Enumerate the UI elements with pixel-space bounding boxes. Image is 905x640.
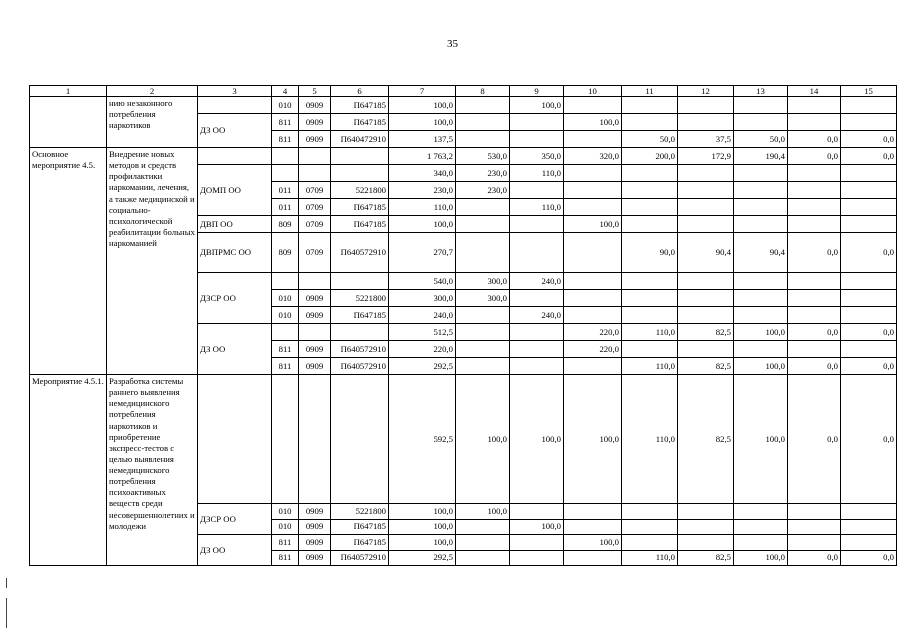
- value-cell: 0,0: [788, 233, 841, 273]
- target-code-cell: 5221800: [331, 290, 389, 307]
- column-number: 12: [678, 86, 734, 97]
- table-row: [30, 97, 897, 114]
- value-cell: 100,0: [389, 97, 456, 114]
- column-number: 10: [564, 86, 622, 97]
- value-cell: [678, 165, 734, 182]
- section-cell: 0909: [299, 504, 331, 520]
- value-cell: 110,0: [510, 199, 564, 216]
- value-cell: [510, 131, 564, 148]
- description-cell: Внедрение новых методов и средств профилактики наркомании, лечения, а также медицинской и социально-психологической реабилитации больных наркоманией: [107, 148, 198, 375]
- value-cell: 82,5: [678, 375, 734, 504]
- value-cell: 82,5: [678, 358, 734, 375]
- column-number: 2: [107, 86, 198, 97]
- code-cell: [272, 273, 299, 290]
- value-cell: [788, 182, 841, 199]
- scan-edge-mark: [6, 598, 7, 628]
- value-cell: 540,0: [389, 273, 456, 290]
- value-cell: [456, 131, 510, 148]
- value-cell: 100,0: [734, 324, 788, 341]
- department-cell: ДЗ ОО: [198, 535, 272, 566]
- value-cell: 240,0: [389, 307, 456, 324]
- value-cell: [734, 504, 788, 520]
- value-cell: [734, 273, 788, 290]
- code-cell: [272, 148, 299, 165]
- value-cell: 100,0: [734, 358, 788, 375]
- value-cell: 200,0: [622, 148, 678, 165]
- column-number: 3: [198, 86, 272, 97]
- value-cell: 350,0: [510, 148, 564, 165]
- value-cell: [734, 114, 788, 131]
- value-cell: 90,4: [678, 233, 734, 273]
- target-code-cell: П647185: [331, 307, 389, 324]
- value-cell: [678, 290, 734, 307]
- value-cell: [788, 216, 841, 233]
- value-cell: [841, 199, 897, 216]
- value-cell: [788, 114, 841, 131]
- target-code-cell: [331, 273, 389, 290]
- department-cell: [198, 148, 272, 165]
- value-cell: 110,0: [622, 324, 678, 341]
- section-cell: 0709: [299, 199, 331, 216]
- value-cell: 82,5: [678, 324, 734, 341]
- value-cell: [564, 131, 622, 148]
- target-code-cell: 5221800: [331, 504, 389, 520]
- value-cell: [788, 97, 841, 114]
- target-code-cell: П647185: [331, 519, 389, 535]
- value-cell: [734, 165, 788, 182]
- description-cell: Разработка системы раннего выявления немедицинского потребления наркотиков и приобретение экспресс-тестов с целью выявления немедицинского потребления психоактивных веществ среди несовершеннолетних и молодежи: [107, 375, 198, 566]
- value-cell: [510, 324, 564, 341]
- value-cell: [678, 341, 734, 358]
- value-cell: 90,0: [622, 233, 678, 273]
- value-cell: 90,4: [734, 233, 788, 273]
- section-cell: 0909: [299, 550, 331, 566]
- value-cell: 0,0: [788, 148, 841, 165]
- department-cell: [198, 375, 272, 504]
- scan-edge-mark: [6, 578, 7, 588]
- value-cell: [841, 535, 897, 551]
- column-number-row: [30, 86, 897, 97]
- value-cell: 0,0: [788, 131, 841, 148]
- value-cell: 592,5: [389, 375, 456, 504]
- value-cell: 220,0: [564, 341, 622, 358]
- value-cell: 110,0: [389, 199, 456, 216]
- code-cell: [272, 324, 299, 341]
- value-cell: 50,0: [734, 131, 788, 148]
- value-cell: 100,0: [389, 504, 456, 520]
- value-cell: [564, 97, 622, 114]
- value-cell: 240,0: [510, 307, 564, 324]
- value-cell: [734, 182, 788, 199]
- value-cell: 50,0: [622, 131, 678, 148]
- activity-cell: Мероприятие 4.5.1.: [30, 375, 107, 566]
- value-cell: 292,5: [389, 550, 456, 566]
- value-cell: 0,0: [841, 131, 897, 148]
- code-cell: 811: [272, 535, 299, 551]
- value-cell: 530,0: [456, 148, 510, 165]
- value-cell: 0,0: [788, 324, 841, 341]
- value-cell: [622, 165, 678, 182]
- value-cell: [622, 273, 678, 290]
- value-cell: 300,0: [456, 290, 510, 307]
- value-cell: 320,0: [564, 148, 622, 165]
- value-cell: [841, 341, 897, 358]
- value-cell: 110,0: [510, 165, 564, 182]
- value-cell: 230,0: [389, 182, 456, 199]
- value-cell: [788, 290, 841, 307]
- value-cell: 292,5: [389, 358, 456, 375]
- value-cell: [788, 519, 841, 535]
- value-cell: [678, 216, 734, 233]
- department-cell: ДЗСР ОО: [198, 273, 272, 324]
- value-cell: [788, 199, 841, 216]
- value-cell: 110,0: [622, 358, 678, 375]
- activity-cell: [30, 97, 107, 148]
- value-cell: [841, 273, 897, 290]
- value-cell: [456, 519, 510, 535]
- value-cell: [564, 199, 622, 216]
- value-cell: [564, 358, 622, 375]
- code-cell: 010: [272, 290, 299, 307]
- department-cell: ДВПРМС ОО: [198, 233, 272, 273]
- value-cell: [788, 341, 841, 358]
- value-cell: [622, 290, 678, 307]
- column-number: 7: [389, 86, 456, 97]
- value-cell: [456, 535, 510, 551]
- value-cell: [510, 114, 564, 131]
- value-cell: [564, 504, 622, 520]
- value-cell: [841, 216, 897, 233]
- value-cell: [622, 341, 678, 358]
- value-cell: 110,0: [622, 550, 678, 566]
- code-cell: 811: [272, 550, 299, 566]
- value-cell: [564, 233, 622, 273]
- value-cell: [622, 307, 678, 324]
- value-cell: 110,0: [622, 375, 678, 504]
- value-cell: [510, 535, 564, 551]
- value-cell: [456, 550, 510, 566]
- value-cell: [622, 519, 678, 535]
- value-cell: 0,0: [841, 375, 897, 504]
- value-cell: [622, 182, 678, 199]
- value-cell: [841, 97, 897, 114]
- target-code-cell: П640572910: [331, 550, 389, 566]
- value-cell: [734, 519, 788, 535]
- target-code-cell: П647185: [331, 97, 389, 114]
- value-cell: [788, 504, 841, 520]
- value-cell: [841, 290, 897, 307]
- column-number: 15: [841, 86, 897, 97]
- column-number: 4: [272, 86, 299, 97]
- value-cell: 100,0: [456, 504, 510, 520]
- code-cell: 011: [272, 182, 299, 199]
- description-cell: нию незаконного потребления наркотиков: [107, 97, 198, 148]
- value-cell: [678, 182, 734, 199]
- value-cell: [841, 519, 897, 535]
- table-row: [30, 148, 897, 165]
- value-cell: [456, 324, 510, 341]
- value-cell: [456, 358, 510, 375]
- value-cell: 100,0: [389, 519, 456, 535]
- value-cell: 100,0: [510, 375, 564, 504]
- value-cell: 270,7: [389, 233, 456, 273]
- value-cell: [841, 165, 897, 182]
- value-cell: [678, 273, 734, 290]
- value-cell: 0,0: [841, 324, 897, 341]
- value-cell: [564, 307, 622, 324]
- value-cell: 220,0: [389, 341, 456, 358]
- target-code-cell: П647185: [331, 199, 389, 216]
- value-cell: 100,0: [389, 535, 456, 551]
- value-cell: [456, 114, 510, 131]
- code-cell: 809: [272, 233, 299, 273]
- value-cell: 240,0: [510, 273, 564, 290]
- value-cell: [510, 290, 564, 307]
- value-cell: [564, 519, 622, 535]
- value-cell: 0,0: [841, 358, 897, 375]
- value-cell: [564, 550, 622, 566]
- section-cell: 0709: [299, 233, 331, 273]
- value-cell: 220,0: [564, 324, 622, 341]
- section-cell: 0909: [299, 535, 331, 551]
- value-cell: [734, 290, 788, 307]
- value-cell: 100,0: [734, 375, 788, 504]
- value-cell: [456, 307, 510, 324]
- section-cell: [299, 273, 331, 290]
- column-number: 1: [30, 86, 107, 97]
- value-cell: [456, 341, 510, 358]
- activity-cell: Основное мероприятие 4.5.: [30, 148, 107, 375]
- column-number: 13: [734, 86, 788, 97]
- code-cell: 811: [272, 114, 299, 131]
- value-cell: [788, 165, 841, 182]
- value-cell: [622, 535, 678, 551]
- column-number: 9: [510, 86, 564, 97]
- value-cell: [841, 307, 897, 324]
- value-cell: 100,0: [456, 375, 510, 504]
- value-cell: [456, 97, 510, 114]
- code-cell: 010: [272, 504, 299, 520]
- value-cell: [622, 504, 678, 520]
- value-cell: 0,0: [788, 550, 841, 566]
- value-cell: [510, 216, 564, 233]
- value-cell: [734, 307, 788, 324]
- value-cell: 230,0: [456, 165, 510, 182]
- code-cell: 010: [272, 519, 299, 535]
- target-code-cell: [331, 375, 389, 504]
- value-cell: [788, 273, 841, 290]
- value-cell: 82,5: [678, 550, 734, 566]
- target-code-cell: П640572910: [331, 233, 389, 273]
- value-cell: [510, 233, 564, 273]
- code-cell: 811: [272, 131, 299, 148]
- table-row: [30, 375, 897, 504]
- value-cell: [564, 182, 622, 199]
- value-cell: 300,0: [456, 273, 510, 290]
- section-cell: 0909: [299, 358, 331, 375]
- section-cell: 0909: [299, 131, 331, 148]
- value-cell: 190,4: [734, 148, 788, 165]
- code-cell: 010: [272, 97, 299, 114]
- code-cell: 811: [272, 341, 299, 358]
- value-cell: [678, 114, 734, 131]
- value-cell: 1 763,2: [389, 148, 456, 165]
- value-cell: [456, 199, 510, 216]
- page-number: 35: [447, 38, 458, 50]
- target-code-cell: П640572910: [331, 341, 389, 358]
- department-cell: ДЗ ОО: [198, 324, 272, 375]
- target-code-cell: П640572910: [331, 358, 389, 375]
- target-code-cell: [331, 324, 389, 341]
- value-cell: [510, 341, 564, 358]
- section-cell: 0709: [299, 216, 331, 233]
- column-number: 11: [622, 86, 678, 97]
- section-cell: 0909: [299, 341, 331, 358]
- value-cell: 0,0: [841, 148, 897, 165]
- value-cell: 100,0: [734, 550, 788, 566]
- department-cell: [198, 97, 272, 114]
- value-cell: 100,0: [564, 375, 622, 504]
- section-cell: 0909: [299, 97, 331, 114]
- value-cell: 100,0: [389, 216, 456, 233]
- target-code-cell: П647185: [331, 216, 389, 233]
- value-cell: [678, 519, 734, 535]
- value-cell: [622, 114, 678, 131]
- target-code-cell: [331, 165, 389, 182]
- value-cell: [564, 273, 622, 290]
- code-cell: 809: [272, 216, 299, 233]
- value-cell: [456, 233, 510, 273]
- code-cell: [272, 375, 299, 504]
- value-cell: 137,5: [389, 131, 456, 148]
- value-cell: 0,0: [788, 375, 841, 504]
- value-cell: [510, 550, 564, 566]
- value-cell: 512,5: [389, 324, 456, 341]
- value-cell: [622, 97, 678, 114]
- value-cell: 100,0: [510, 519, 564, 535]
- section-cell: 0909: [299, 307, 331, 324]
- value-cell: [841, 182, 897, 199]
- value-cell: [841, 504, 897, 520]
- value-cell: [456, 216, 510, 233]
- target-code-cell: [331, 148, 389, 165]
- value-cell: [678, 97, 734, 114]
- budget-table: [29, 85, 897, 566]
- value-cell: 0,0: [841, 233, 897, 273]
- value-cell: [678, 504, 734, 520]
- code-cell: [272, 165, 299, 182]
- value-cell: [678, 535, 734, 551]
- value-cell: [734, 216, 788, 233]
- section-cell: [299, 165, 331, 182]
- value-cell: 100,0: [564, 114, 622, 131]
- value-cell: [564, 165, 622, 182]
- column-number: 8: [456, 86, 510, 97]
- value-cell: 0,0: [841, 550, 897, 566]
- section-cell: [299, 148, 331, 165]
- value-cell: [510, 182, 564, 199]
- column-number: 6: [331, 86, 389, 97]
- section-cell: [299, 375, 331, 504]
- value-cell: [788, 535, 841, 551]
- value-cell: [678, 199, 734, 216]
- value-cell: [788, 307, 841, 324]
- value-cell: 172,9: [678, 148, 734, 165]
- column-number: 14: [788, 86, 841, 97]
- section-cell: 0909: [299, 290, 331, 307]
- value-cell: 230,0: [456, 182, 510, 199]
- value-cell: [564, 290, 622, 307]
- value-cell: [622, 199, 678, 216]
- value-cell: 300,0: [389, 290, 456, 307]
- department-cell: ДЗ ОО: [198, 114, 272, 148]
- code-cell: 811: [272, 358, 299, 375]
- value-cell: [622, 216, 678, 233]
- section-cell: [299, 324, 331, 341]
- value-cell: [510, 358, 564, 375]
- value-cell: 100,0: [564, 216, 622, 233]
- section-cell: 0909: [299, 519, 331, 535]
- value-cell: 0,0: [788, 358, 841, 375]
- code-cell: 011: [272, 199, 299, 216]
- value-cell: 37,5: [678, 131, 734, 148]
- value-cell: [678, 307, 734, 324]
- target-code-cell: П640472910: [331, 131, 389, 148]
- value-cell: [734, 97, 788, 114]
- department-cell: ДОМП ОО: [198, 165, 272, 216]
- section-cell: 0709: [299, 182, 331, 199]
- value-cell: [841, 114, 897, 131]
- section-cell: 0909: [299, 114, 331, 131]
- value-cell: [734, 199, 788, 216]
- value-cell: 100,0: [389, 114, 456, 131]
- value-cell: 100,0: [510, 97, 564, 114]
- target-code-cell: 5221800: [331, 182, 389, 199]
- value-cell: [734, 341, 788, 358]
- department-cell: ДВП ОО: [198, 216, 272, 233]
- value-cell: 100,0: [564, 535, 622, 551]
- value-cell: [510, 504, 564, 520]
- target-code-cell: П647185: [331, 114, 389, 131]
- value-cell: [734, 535, 788, 551]
- column-number: 5: [299, 86, 331, 97]
- department-cell: ДЗСР ОО: [198, 504, 272, 535]
- target-code-cell: П647185: [331, 535, 389, 551]
- code-cell: 010: [272, 307, 299, 324]
- value-cell: 340,0: [389, 165, 456, 182]
